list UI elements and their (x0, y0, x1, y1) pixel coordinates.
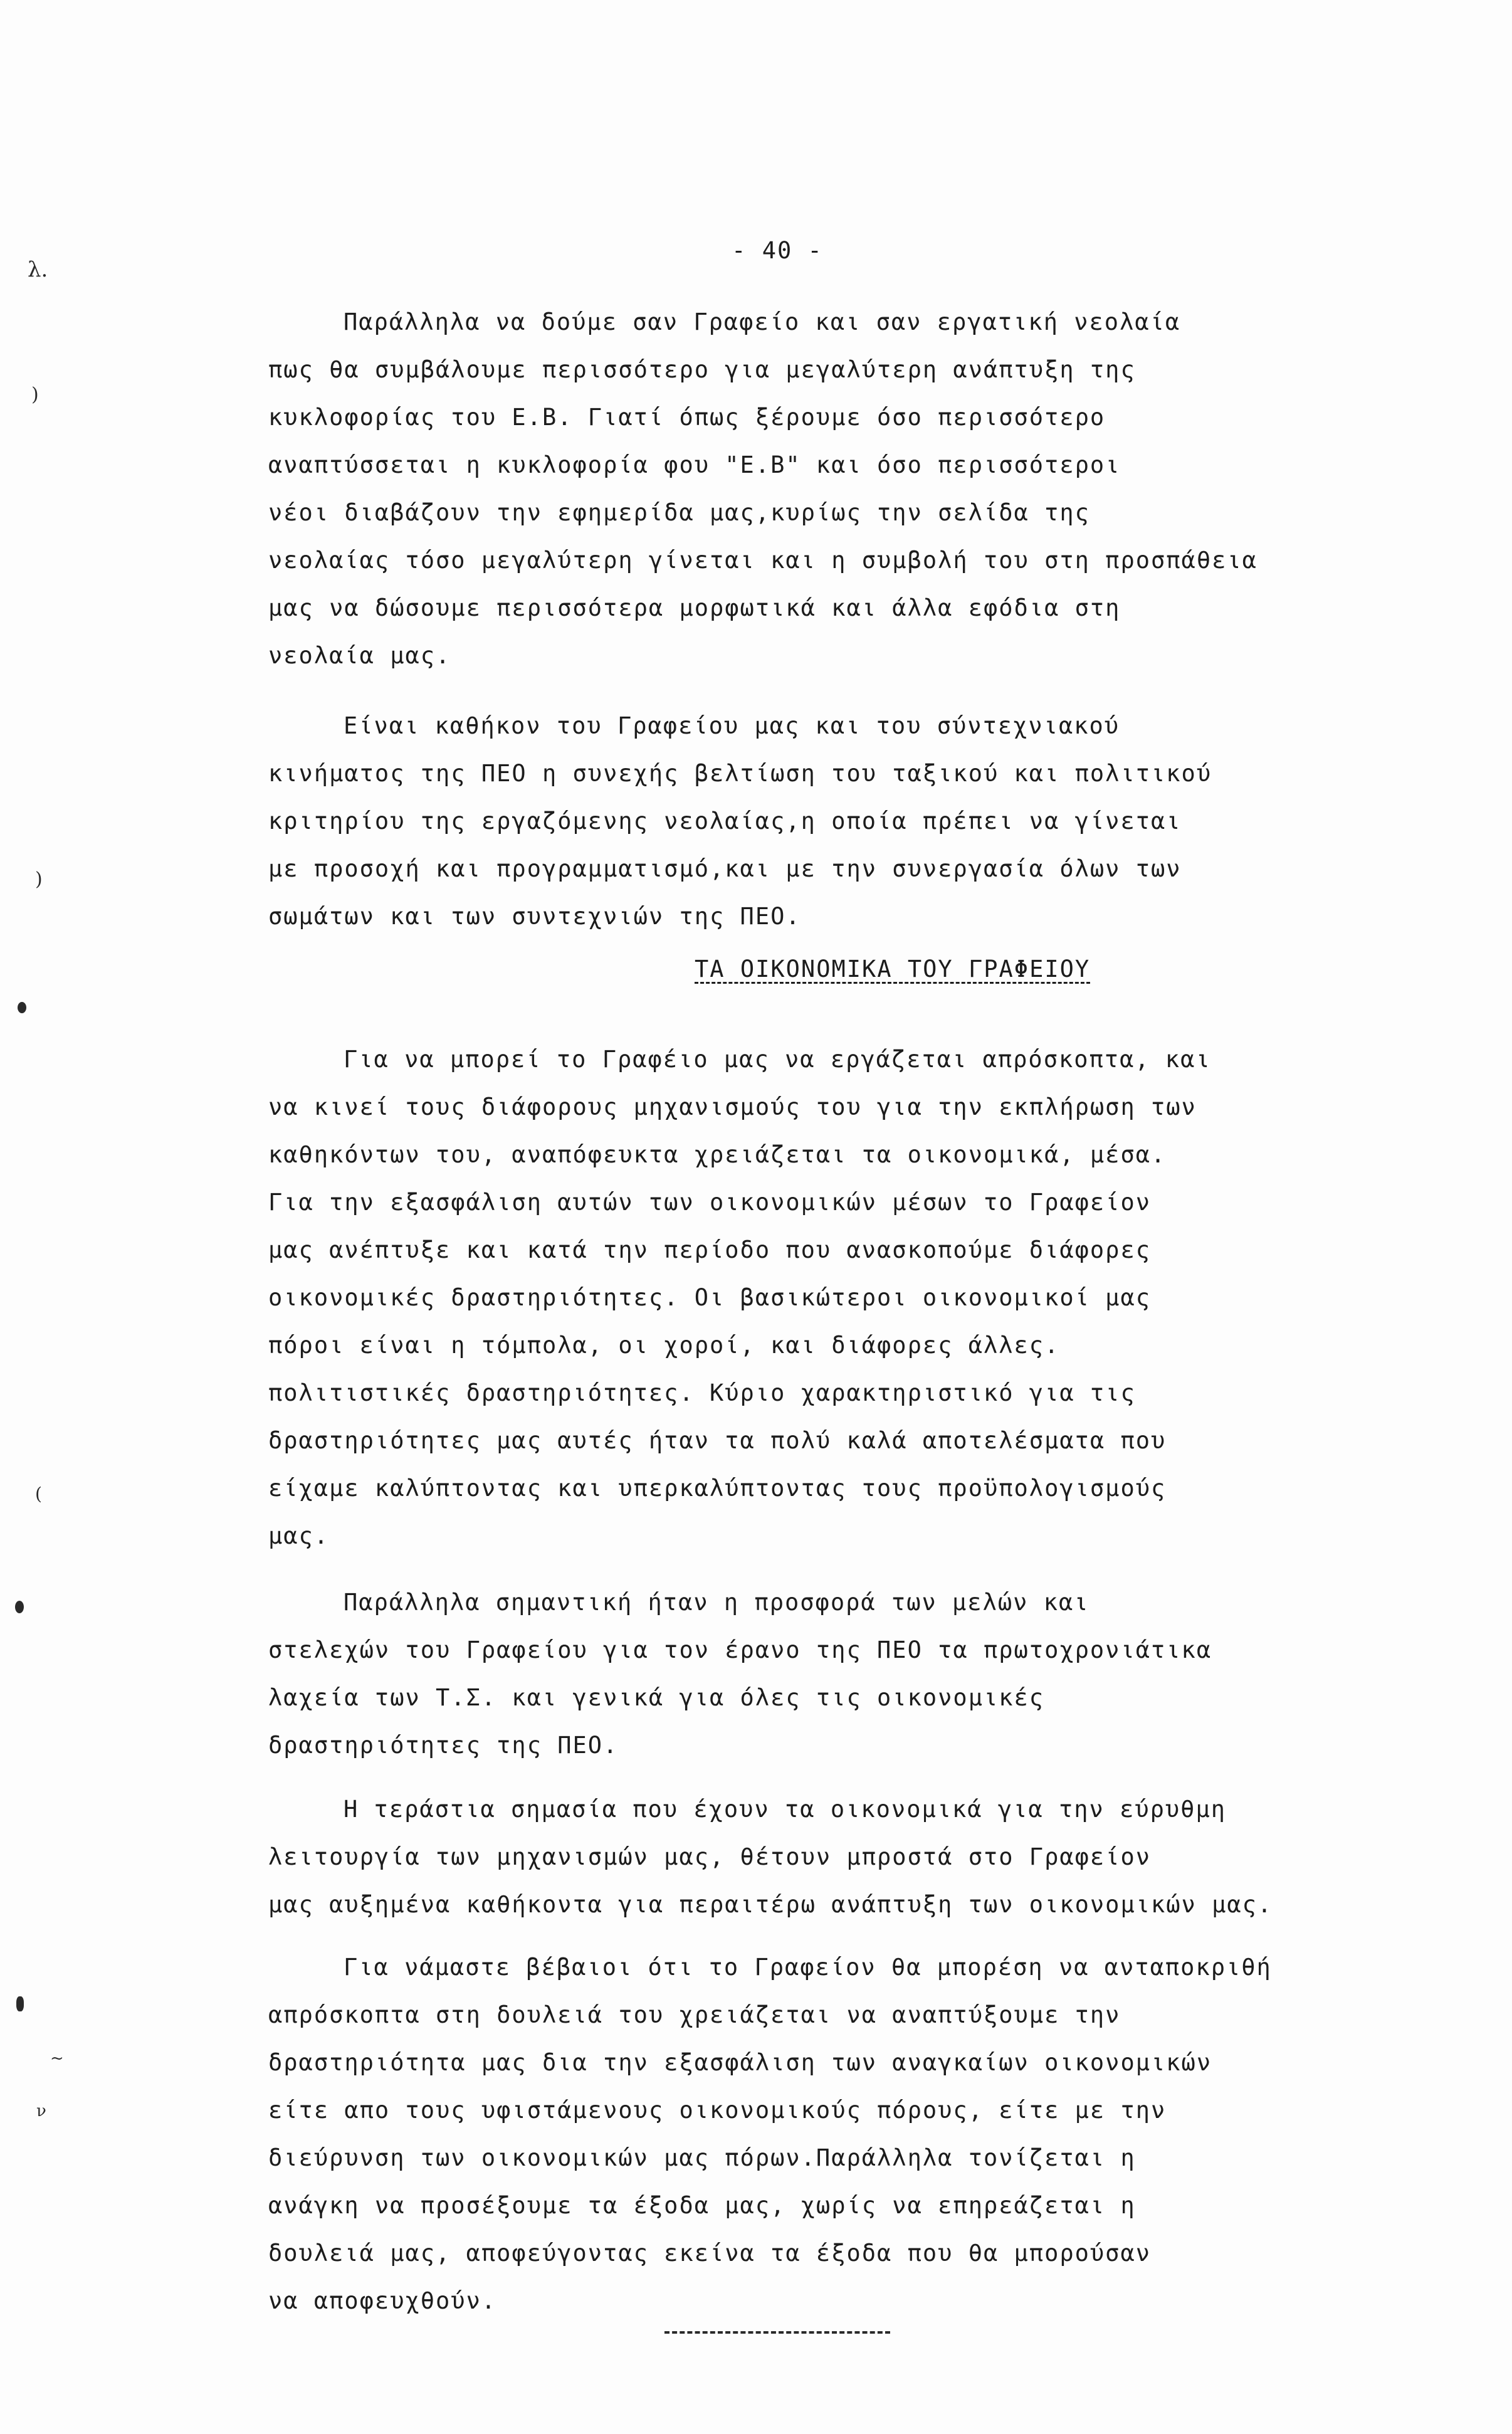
text-line: δραστηριότητα μας δια την εξασφάλιση των αναγκαίων οικονομικών (268, 2049, 1212, 2076)
text-line: πόροι είναι η τόμπολα, οι χοροί, και διάφορες άλλες. (268, 1332, 1060, 1359)
text-line: κριτηρίου της εργαζόμενης νεολαίας,η οποία πρέπει να γίνεται (268, 808, 1182, 835)
text-line: στελεχών του Γραφείου για τον έρανο της ΠΕΟ τα πρωτοχρονιάτικα (268, 1636, 1212, 1663)
margin-scribble-mark: ( (35, 1483, 42, 1504)
paragraph (268, 1036, 1472, 1560)
paragraph (268, 1786, 1472, 1929)
text-line: οικονομικές δραστηριότητες. Οι βασικώτεροι οικονομικοί μας (268, 1284, 1152, 1311)
text-line: Είναι καθήκον του Γραφείου μας και του σύντεχνιακού (344, 712, 1120, 739)
text-line: πως θα συμβάλουμε περισσότερο για μεγαλύτερη ανάπτυξη της (268, 356, 1136, 383)
text-line: με προσοχή και προγραμματισμό,και με την συνεργασία όλων των (268, 855, 1182, 882)
text-line: μας. (268, 1522, 330, 1549)
text-line: Η τεράστια σημασία που έχουν τα οικονομικά για την εύρυθμη (344, 1796, 1227, 1823)
text-line: Για την εξασφάλιση αυτών των οικονομικών μέσων το Γραφείον (268, 1189, 1152, 1216)
text-line: είτε απο τους υφιστάμενους οικονομικούς πόρους, είτε με την (268, 2097, 1167, 2124)
text-line: μας να δώσουμε περισσότερα μορφωτικά και άλλα εφόδια στη (268, 594, 1121, 621)
text-line: δραστηριότητες της ΠΕΟ. (268, 1732, 619, 1759)
text-line: αναπτύσσεται η κυκλοφορία φου "Ε.Β" και όσο περισσότεροι (268, 451, 1121, 478)
text-line: κινήματος της ΠΕΟ η συνεχής βελτίωση του ταξικού και πολιτικού (268, 760, 1212, 787)
text-line: να αποφευχθούν. (268, 2287, 497, 2314)
text-line: Παράλληλα να δούμε σαν Γραφείο και σαν εργατική νεολαία (344, 308, 1181, 335)
margin-dot-mark (16, 1996, 24, 2011)
text-line: λειτουργία των μηχανισμών μας, θέτουν μπροστά στο Γραφείον (268, 1843, 1152, 1870)
margin-scribble-mark: ) (31, 384, 39, 406)
text-line: καθηκόντων του, αναπόφευκτα χρειάζεται τα οικονομικά, μέσα. (268, 1141, 1167, 1168)
text-line: πολιτιστικές δραστηριότητες. Κύριο χαρακτηριστικό για τις (268, 1379, 1136, 1406)
end-dashed-rule (664, 2331, 890, 2334)
text-line: δραστηριότητες μας αυτές ήταν τα πολύ καλά αποτελέσματα που (268, 1427, 1167, 1454)
text-line: σωμάτων και των συντεχνιών της ΠΕΟ. (268, 903, 801, 930)
text-line: Για να μπορεί το Γραφέιο μας να εργάζεται απρόσκοπτα, και (344, 1046, 1211, 1073)
text-line: απρόσκοπτα στη δουλειά του χρειάζεται να αναπτύξουμε την (268, 2001, 1121, 2028)
text-line: είχαμε καλύπτοντας και υπερκαλύπτοντας τους προϋπολογισμούς (268, 1475, 1167, 1502)
text-line: λαχεία των Τ.Σ. και γενικά για όλες τις οικονομικές (268, 1684, 1045, 1711)
page-number: - 40 - (732, 237, 823, 264)
margin-dot-mark (15, 1601, 24, 1613)
paragraph (268, 1944, 1472, 2325)
margin-dot-mark (18, 1002, 26, 1013)
text-line: Για νάμαστε βέβαιοι ότι το Γραφείον θα μπορέση να ανταποκριθή (344, 1954, 1272, 1981)
section-heading: ΤΑ ΟΙΚΟΝΟΜΙΚΑ ΤΟΥ ΓΡΑΦΕΙΟΥ (695, 956, 1091, 983)
text-line: να κινεί τους διάφορους μηχανισμούς του για την εκπλήρωση των (268, 1093, 1197, 1120)
text-line: Παράλληλα σημαντική ήταν η προσφορά των μελών και (344, 1589, 1089, 1616)
text-line: νεολαίας τόσο μεγαλύτερη γίνεται και η συμβολή του στη προσπάθεια (268, 547, 1257, 574)
text-line: ανάγκη να προσέξουμε τα έξοδα μας, χωρίς να επηρεάζεται η (268, 2192, 1136, 2219)
text-line: διεύρυνση των οικονομικών μας πόρων.Παράλληλα τονίζεται η (268, 2144, 1136, 2171)
text-line: νέοι διαβάζουν την εφημερίδα μας,κυρίως την σελίδα της (268, 499, 1090, 526)
margin-scribble-mark: ν (36, 2102, 46, 2121)
text-line: μας αυξημένα καθήκοντα για περαιτέρω ανάπτυξη των οικονομικών μας. (268, 1891, 1273, 1918)
margin-scribble-mark: ) (35, 868, 43, 890)
margin-scribble-mark: λ. (28, 257, 48, 282)
margin-scribble-mark: ~ (50, 2049, 64, 2068)
text-line: κυκλοφορίας του Ε.Β. Γιατί όπως ξέρουμε όσο περισσότερο (268, 404, 1106, 431)
text-line: νεολαία μας. (268, 642, 451, 669)
paragraph (268, 298, 1472, 680)
paragraph (268, 702, 1472, 940)
text-line: μας ανέπτυξε και κατά την περίοδο που ανασκοπούμε διάφορες (268, 1236, 1152, 1263)
paragraph (268, 1579, 1472, 1769)
text-line: δουλειά μας, αποφεύγοντας εκείνα τα έξοδα που θα μπορούσαν (268, 2240, 1152, 2267)
